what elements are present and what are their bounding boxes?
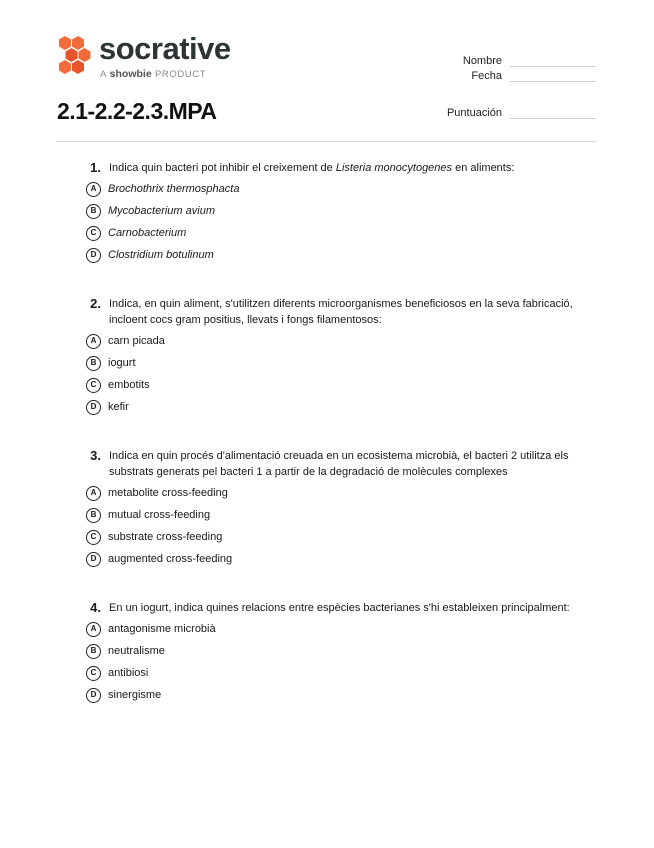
option-text: sinergisme: [108, 689, 162, 701]
option-text: neutralisme: [108, 645, 165, 657]
option-text: embotits: [108, 379, 150, 391]
option-letter-icon: A: [86, 182, 101, 197]
student-fields: [463, 52, 596, 82]
option-letter-icon: D: [86, 688, 101, 703]
option-text: Carnobacterium: [108, 227, 187, 239]
option-text: Brochothrix thermosphacta: [108, 183, 240, 195]
name-label: Nombre: [462, 55, 502, 67]
option-text: kefir: [108, 401, 129, 413]
option-letter-icon: B: [86, 356, 101, 371]
option-text: Mycobacterium avium: [108, 205, 215, 217]
option-c[interactable]: [86, 374, 576, 396]
socrative-logo: [56, 31, 256, 80]
option-d[interactable]: [86, 548, 576, 570]
name-field[interactable]: [463, 52, 596, 67]
question-number: 1.: [90, 160, 101, 175]
question-1: [86, 160, 576, 266]
option-letter-icon: C: [86, 378, 101, 393]
option-b[interactable]: [86, 200, 576, 222]
option-c[interactable]: [86, 222, 576, 244]
hexagon-logo-icon: [56, 34, 92, 78]
question-text: Indica quin bacteri pot inhibir el creixement de Listeria monocytogenes en aliments:: [109, 162, 515, 174]
question-text: Indica en quin procés d'alimentació creuada en un ecosistema microbià, el bacteri 2 utilitza els substrats generats pel bacteri 1 a partir de la degradació de molècules complexes: [109, 450, 569, 478]
option-b[interactable]: [86, 504, 576, 526]
logo-wordmark: socrative: [99, 31, 231, 66]
date-line[interactable]: [510, 72, 596, 82]
option-a[interactable]: [86, 482, 576, 504]
option-d[interactable]: [86, 244, 576, 266]
option-text: mutual cross-feeding: [108, 509, 211, 521]
option-letter-icon: C: [86, 666, 101, 681]
option-letter-icon: A: [86, 334, 101, 349]
question-3: [86, 448, 576, 570]
option-text: carn picada: [108, 335, 165, 347]
question-number: 3.: [90, 448, 101, 463]
option-a[interactable]: [86, 330, 576, 352]
option-letter-icon: C: [86, 226, 101, 241]
question-number: 4.: [90, 600, 101, 615]
option-letter-icon: D: [86, 552, 101, 567]
option-d[interactable]: [86, 684, 576, 706]
date-label: Fecha: [471, 70, 502, 82]
option-text: antibiosi: [108, 667, 149, 679]
header-divider: [57, 141, 596, 142]
logo-tagline: A showbie PRODUCT: [100, 68, 207, 80]
option-letter-icon: B: [86, 508, 101, 523]
option-letter-icon: B: [86, 204, 101, 219]
name-line[interactable]: [510, 57, 596, 67]
option-letter-icon: B: [86, 644, 101, 659]
option-a[interactable]: [86, 618, 576, 640]
option-c[interactable]: [86, 662, 576, 684]
page-title: 2.1-2.2-2.3.MPA: [57, 98, 217, 124]
option-text: metabolite cross-feeding: [108, 487, 228, 499]
option-a[interactable]: [86, 178, 576, 200]
option-b[interactable]: [86, 640, 576, 662]
question-4: [86, 600, 576, 706]
option-letter-icon: A: [86, 622, 101, 637]
option-letter-icon: D: [86, 400, 101, 415]
option-b[interactable]: [86, 352, 576, 374]
option-text: iogurt: [108, 357, 136, 369]
option-text: substrate cross-feeding: [108, 531, 223, 543]
option-letter-icon: D: [86, 248, 101, 263]
date-field[interactable]: [463, 67, 596, 82]
option-text: Clostridium botulinum: [108, 249, 214, 261]
question-2: [86, 296, 576, 418]
option-text: antagonisme microbià: [108, 623, 216, 635]
question-text: En un iogurt, indica quines relacions entre espècies bacterianes s'hi estableixen principalment:: [109, 602, 570, 614]
option-letter-icon: A: [86, 486, 101, 501]
score-line[interactable]: [510, 109, 596, 119]
score-field[interactable]: [447, 104, 596, 119]
option-letter-icon: C: [86, 530, 101, 545]
question-list: [86, 160, 576, 736]
option-d[interactable]: [86, 396, 576, 418]
option-text: augmented cross-feeding: [108, 553, 233, 565]
question-text: Indica, en quin aliment, s'utilitzen diferents microorganismes beneficiosos en la seva fabricació, incloent cocs gram positius, llevats i fongs filamentosos:: [109, 298, 573, 326]
option-c[interactable]: [86, 526, 576, 548]
question-number: 2.: [90, 296, 101, 311]
score-label: Puntuación: [446, 107, 502, 119]
